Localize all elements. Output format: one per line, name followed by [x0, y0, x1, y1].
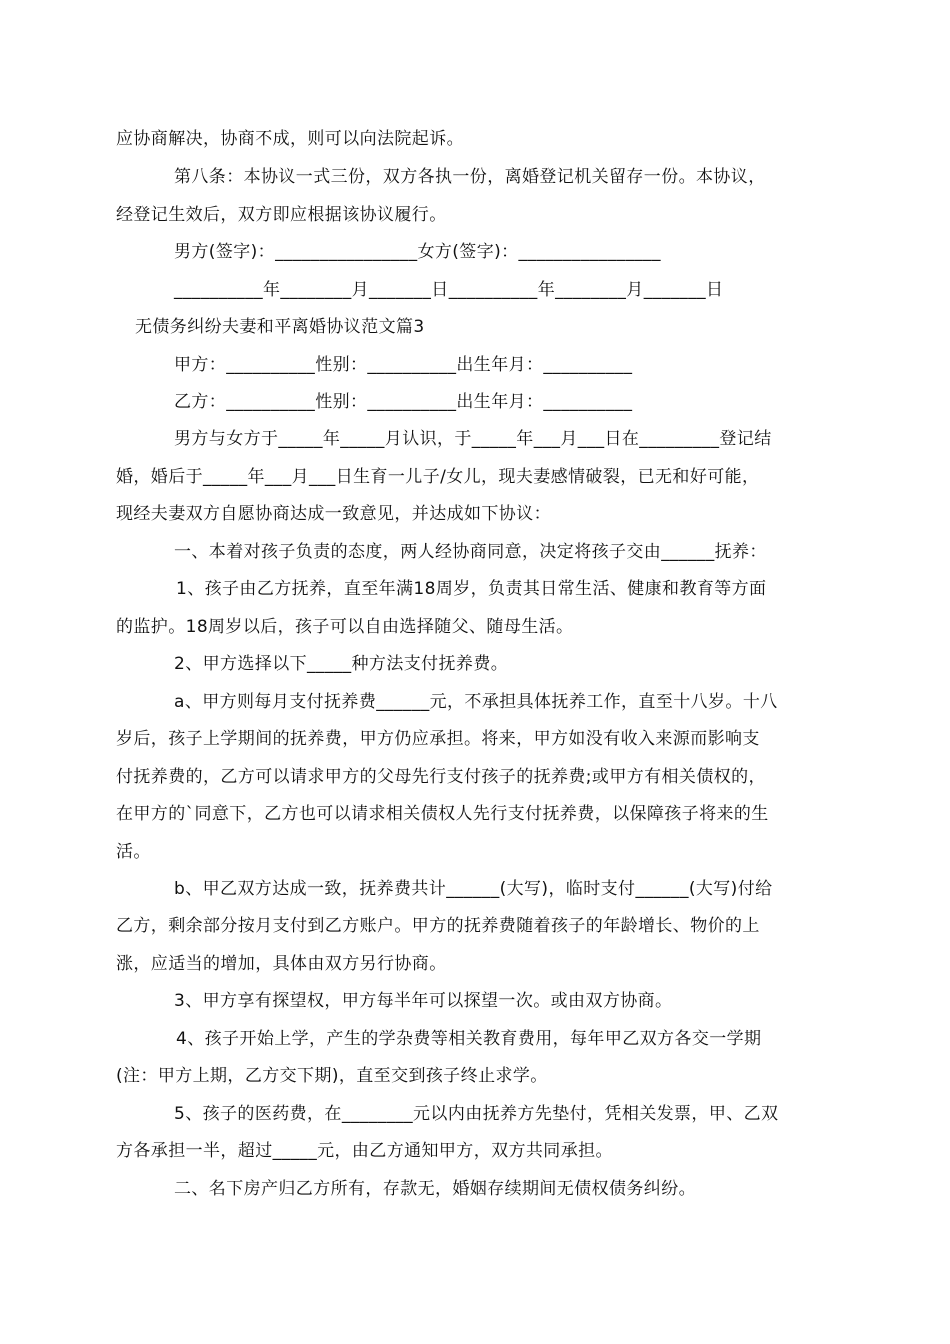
clause-line: 乙方，剩余部分按月支付到乙方账户。甲方的抚养费随着孩子的年龄增长、物价的上	[116, 916, 760, 936]
clause-line: 3、甲方享有探望权，甲方每半年可以探望一次。或由双方协商。	[174, 991, 673, 1011]
clause-line: 5、孩子的医药费，在________元以内由抚养方先垫付，凭相关发票，甲、乙双	[174, 1104, 779, 1124]
clause-line: 岁后，孩子上学期间的抚养费，甲方仍应承担。将来，甲方如没有收入来源而影响支	[116, 729, 760, 749]
clause-line: 付抚养费的，乙方可以请求甲方的父母先行支付孩子的抚养费;或甲方有相关债权的，	[116, 767, 766, 787]
party-a-line: 甲方：__________性别：__________出生年月：__________	[174, 355, 633, 375]
signature-line: 男方(签字)：________________女方(签字)：________________	[174, 242, 661, 262]
clause-line: 4、孩子开始上学，产生的学杂费等相关教育费用，每年甲乙双方各交一学期	[176, 1029, 762, 1049]
clause-line: 在甲方的`同意下，乙方也可以请求相关债权人先行支付抚养费，以保障孩子将来的生	[116, 804, 769, 824]
clause-line: 1、孩子由乙方抚养，直至年满18周岁，负责其日常生活、健康和教育等方面	[176, 579, 767, 599]
paragraph-line: 男方与女方于_____年_____月认识，于_____年___月___日在_________登记结	[174, 429, 772, 449]
clause-line: 涨，应适当的增加，具体由双方另行协商。	[116, 954, 447, 974]
clause-line: 二、名下房产归乙方所有，存款无，婚姻存续期间无债权债务纠纷。	[174, 1179, 696, 1199]
paragraph-line: 经登记生效后，双方即应根据该协议履行。	[116, 205, 447, 225]
clause-line: 的监护。18周岁以后，孩子可以自由选择随父、随母生活。	[116, 617, 574, 637]
clause-line: 活。	[116, 842, 151, 862]
clause-line: (注：甲方上期，乙方交下期)，直至交到孩子终止求学。	[116, 1066, 548, 1086]
date-line: __________年________月_______日__________年________月_______日	[174, 280, 724, 300]
clause-line: b、甲乙双方达成一致，抚养费共计______(大写)，临时支付______(大写)付给	[174, 879, 773, 899]
clause-line: 2、甲方选择以下_____种方法支付抚养费。	[174, 654, 509, 674]
section-title: 无债务纠纷夫妻和平离婚协议范文篇3	[135, 317, 425, 337]
paragraph-line: 现经夫妻双方自愿协商达成一致意见，并达成如下协议：	[116, 504, 551, 524]
clause-line: 一、本着对孩子负责的态度，两人经协商同意，决定将孩子交由______抚养：	[174, 542, 767, 562]
paragraph-line: 应协商解决，协商不成，则可以向法院起诉。	[116, 129, 464, 149]
clause-line: a、甲方则每月支付抚养费______元，不承担具体抚养工作，直至十八岁。十八	[174, 692, 778, 712]
paragraph-line: 第八条：本协议一式三份，双方各执一份，离婚登记机关留存一份。本协议，	[174, 167, 766, 187]
clause-line: 方各承担一半，超过_____元，由乙方通知甲方，双方共同承担。	[116, 1141, 613, 1161]
party-b-line: 乙方：__________性别：__________出生年月：__________	[174, 392, 633, 412]
paragraph-line: 婚，婚后于_____年___月___日生育一儿子/女儿，现夫妻感情破裂，已无和好可能，	[116, 467, 760, 487]
